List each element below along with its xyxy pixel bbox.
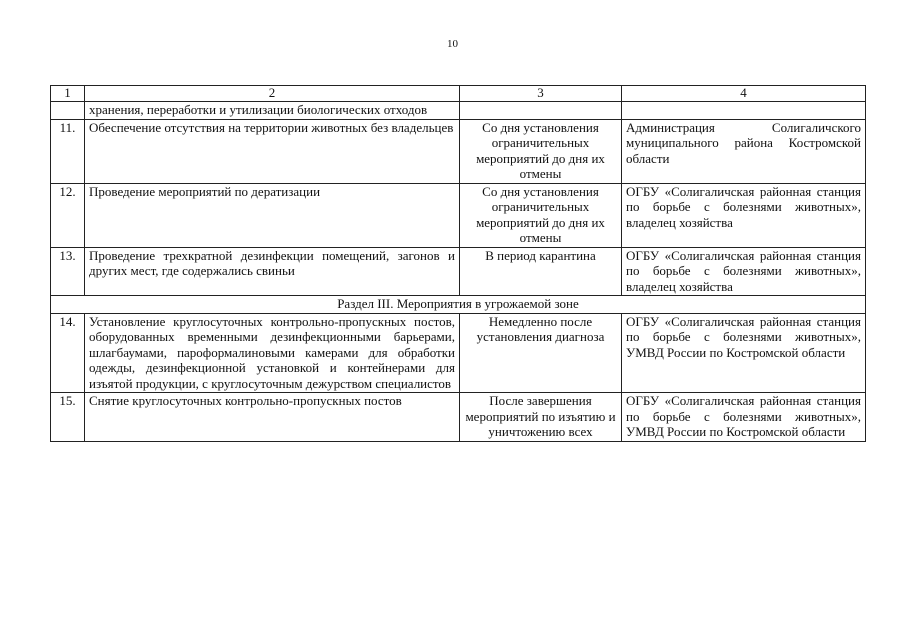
page-number: 10 xyxy=(447,38,458,50)
row-responsible xyxy=(622,102,866,120)
row-timing: Немедленно после установления диагноза xyxy=(460,313,622,393)
row-responsible: Администрация Солигаличского муниципального района Костромской области xyxy=(622,119,866,183)
measures-table xyxy=(50,85,866,442)
section-title: Раздел III. Мероприятия в угрожаемой зоне xyxy=(51,296,866,314)
row-number: 14. xyxy=(51,313,85,393)
table-row xyxy=(51,393,866,442)
row-description: Проведение трехкратной дезинфекции помещений, загонов и других мест, где содержались свиньи xyxy=(85,247,460,296)
column-header: 2 xyxy=(85,86,460,102)
column-header: 4 xyxy=(622,86,866,102)
row-description: хранения, переработки и утилизации биологических отходов xyxy=(85,102,460,120)
row-number xyxy=(51,102,85,120)
row-timing xyxy=(460,102,622,120)
table-row xyxy=(51,247,866,296)
row-number: 15. xyxy=(51,393,85,442)
table-row xyxy=(51,183,866,247)
row-number: 11. xyxy=(51,119,85,183)
row-responsible: ОГБУ «Солигаличская районная станция по борьбе с болезнями животных», УМВД России по Костромской области xyxy=(622,393,866,442)
table-row xyxy=(51,119,866,183)
row-responsible: ОГБУ «Солигаличская районная станция по борьбе с болезнями животных», владелец хозяйства xyxy=(622,183,866,247)
column-header: 3 xyxy=(460,86,622,102)
table-header-row xyxy=(51,86,866,102)
row-timing: В период карантина xyxy=(460,247,622,296)
row-number: 13. xyxy=(51,247,85,296)
row-responsible: ОГБУ «Солигаличская районная станция по борьбе с болезнями животных», УМВД России по Костромской области xyxy=(622,313,866,393)
table-row xyxy=(51,313,866,393)
row-number: 12. xyxy=(51,183,85,247)
row-timing: После завершения мероприятий по изъятию и уничтожению всех xyxy=(460,393,622,442)
column-header: 1 xyxy=(51,86,85,102)
row-timing: Со дня установления ограничительных мероприятий до дня их отмены xyxy=(460,183,622,247)
row-description: Установление круглосуточных контрольно-пропускных постов, оборудованных временными дезинфекционными барьерами, шлагбаумами, пароформалиновыми камерами для обработки одежды, дезинфекционной установкой и контейнерами для изъятой продукции, с круглосуточным дежурством специалистов xyxy=(85,313,460,393)
row-timing: Со дня установления ограничительных мероприятий до дня их отмены xyxy=(460,119,622,183)
section-header-row xyxy=(51,296,866,314)
row-responsible: ОГБУ «Солигаличская районная станция по борьбе с болезнями животных», владелец хозяйства xyxy=(622,247,866,296)
row-description: Обеспечение отсутствия на территории животных без владельцев xyxy=(85,119,460,183)
row-description: Проведение мероприятий по дератизации xyxy=(85,183,460,247)
row-description: Снятие круглосуточных контрольно-пропускных постов xyxy=(85,393,460,442)
table-row-continuation xyxy=(51,102,866,120)
